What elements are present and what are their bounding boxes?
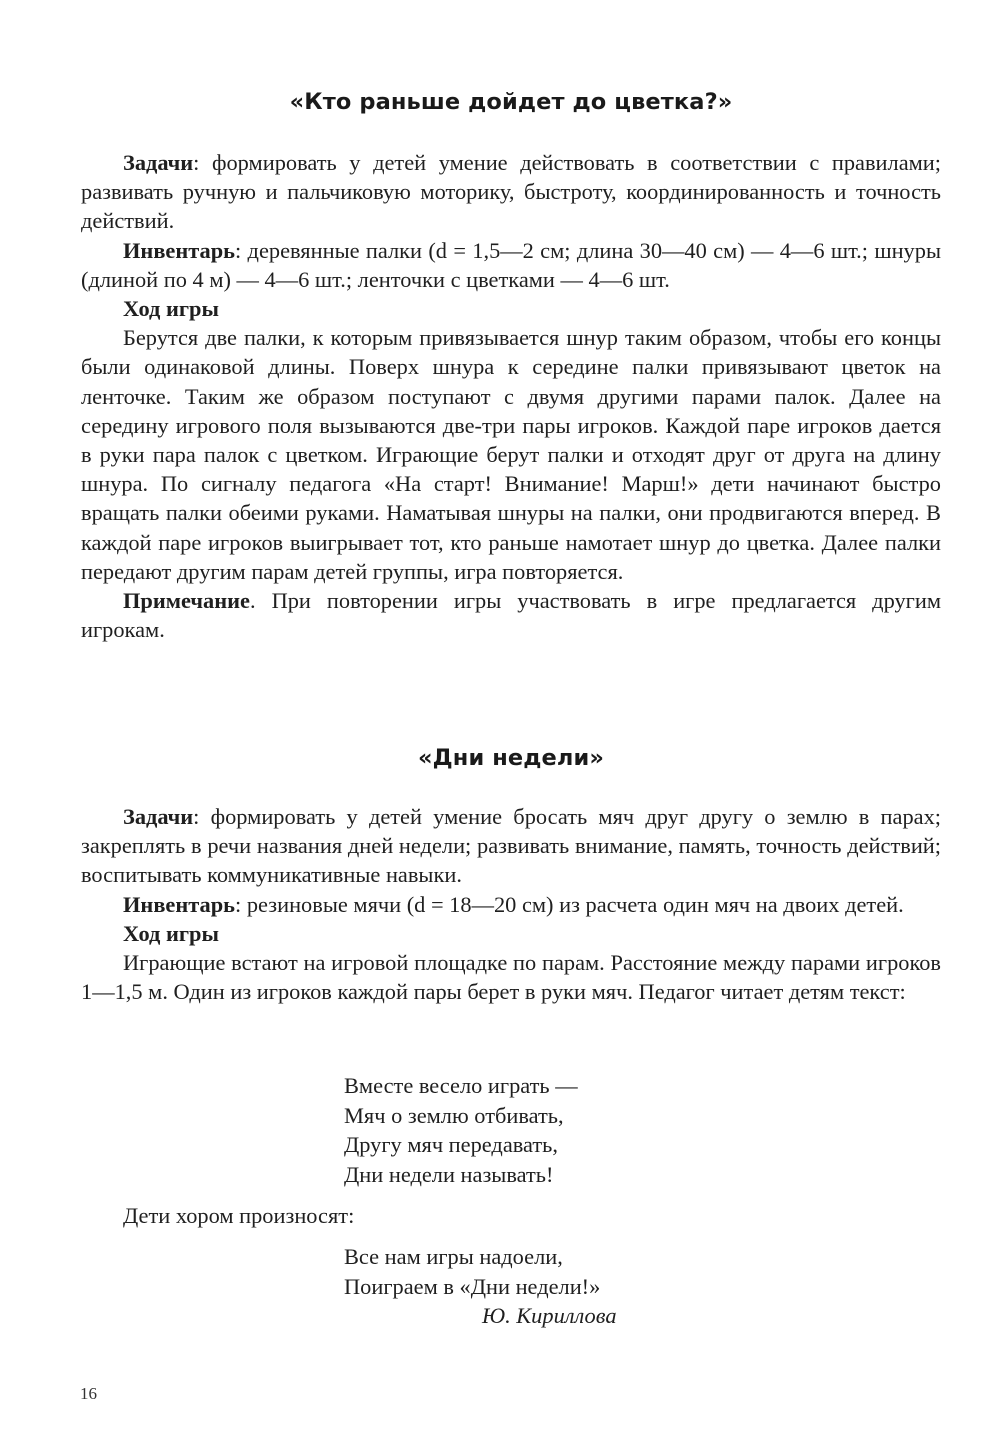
game1-tasks [81, 148, 941, 236]
game2-course-text: Играющие встают на игровой площадке по парам. Расстояние между парами игроков 1—1,5 м. Один из игроков каждой пары берет в руки мяч. Педагог читает детям текст: [81, 950, 941, 1005]
game1-inventory-text: : деревянные палки (d = 1,5—2 см; длина 30—40 см) — 4—6 шт.; шнуры (длиной по 4 м) — 4—6 шт.; ленточки с цветками — 4—6 шт. [81, 237, 941, 292]
game1-tasks-label: Задачи [123, 150, 194, 175]
chorus-intro: Дети хором произносят: [123, 1203, 355, 1228]
game1-inventory [81, 236, 941, 294]
game2-tasks-text: : формировать у детей умение бросать мяч друг другу о землю в парах; закреплять в речи названия дней недели; развивать внимание, память, точность действий; воспитывать коммуникативные навыки. [81, 804, 941, 888]
game1-note [81, 586, 941, 644]
game1-title-block [81, 89, 941, 115]
game1-course-heading: Ход игры [123, 296, 219, 322]
game1-title: «Кто раньше дойдет до цветка?» [289, 89, 733, 115]
poem-author: Ю. Кириллова [482, 1303, 617, 1328]
poem1-line: Мяч о землю отбивать, [344, 1102, 564, 1128]
poem-verse-1 [344, 1071, 578, 1189]
poem2-line: Все нам игры надоели, [344, 1244, 563, 1269]
game1-note-text: . При повторении игры участвовать в игре предлагается другим игрокам. [81, 588, 941, 643]
page-number: 16 [80, 1384, 97, 1403]
game1-note-label: Примечание [123, 588, 250, 614]
game2-title: «Дни недели» [418, 745, 604, 771]
game1-tasks-text: : формировать у детей умение действовать в соответствии с правилами; развивать ручную и пальчиковую моторику, быстроту, координированность и точность действий. [81, 150, 941, 234]
game1-body [81, 148, 941, 644]
game2-tasks [81, 802, 941, 890]
poem1-line: Дни недели называть! [344, 1161, 554, 1187]
game1-course-text: Берутся две палки, к которым привязывается шнур таким образом, чтобы его концы были одинаковой длины. Поверх шнура к середине палки привязывают цветок на ленточке. Таким же образом поступают с двумя другими парами палок. Далее на середину игрового поля вызываются две-три пары игроков. Каждой паре игроков дается в руки пара палок с цветком. Играющие берут палки и отходят друг от друга на длину шнура. По сигналу педагога «На старт! Внимание! Марш!» дети начинают быстро вращать палки обеими руками. Наматывая шнуры на палки, они продвигаются вперед. В каждой паре игроков выигрывает тот, кто раньше намотает шнур до цветка. Далее палки передают другим парам детей группы, игра повторяется. [81, 325, 941, 584]
poem1-line: Другу мяч передавать, [344, 1132, 558, 1157]
poem-verse-2 [344, 1242, 617, 1331]
poem1-line: Вместе весело играть — [344, 1073, 578, 1098]
game2-inventory [81, 890, 941, 919]
game1-inventory-label: Инвентарь [123, 237, 236, 263]
game2-inventory-label: Инвентарь [123, 891, 236, 917]
game2-title-block [81, 745, 941, 771]
game2-inventory-text: : резиновые мячи (d = 18—20 см) из расчета один мяч на двоих детей. [235, 891, 904, 917]
poem2-line: Поиграем в «Дни недели!» [344, 1273, 601, 1299]
game2-body [81, 802, 941, 1006]
game2-tasks-label: Задачи [123, 804, 194, 829]
game2-course-heading: Ход игры [123, 920, 219, 946]
